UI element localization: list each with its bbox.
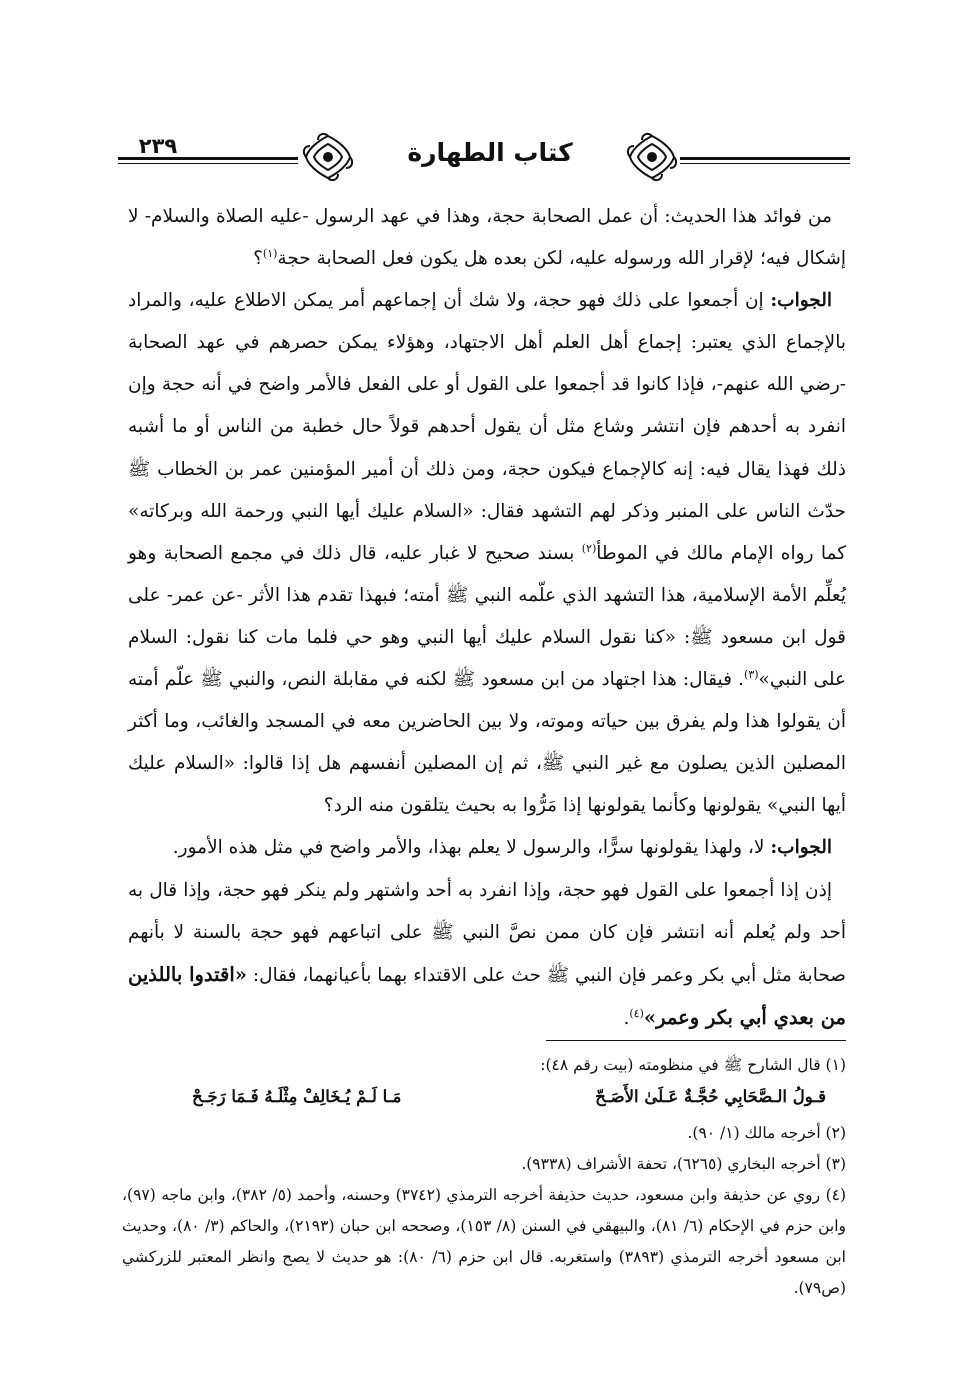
paragraph-3-text: لا، ولهذا يقولونها سرًّا، والرسول لا يعلم بهذا، والأمر واضح في مثل هذه الأمور. bbox=[172, 837, 771, 859]
answer-label: الجواب: bbox=[770, 837, 832, 859]
ornament-right-icon bbox=[626, 132, 678, 182]
footnote-ref-3: (٣) bbox=[744, 667, 759, 681]
main-text bbox=[128, 196, 846, 1040]
paragraph-2-text: إن أجمعوا على ذلك فهو حجة، ولا شك أن إجماعهم أمر يمكن الاطلاع عليه، والمراد بالإجماع الذي يعتبر: إجماع أهل العلم أهل الاجتهاد، وهؤلاء يمكن حصرهم في عهد الصحابة -رضي الله عنهم-، فإذا كانوا قد أجمعوا على القول أو على الفعل فالأمر واضح في أنه حجة وإن انفرد به أحدهم فإن انتشر وشاع مثل أن يقول أحدهم قولاً حال خطبة من الناس أو ما أشبه ذلك فهذا يقال فيه: إنه كالإجماع فيكون حجة، ومن ذلك أن أمير المؤمنين عمر بن الخطاب ﷺ حدّث الناس على المنبر وذكر لهم التشهد فقال: «السلام عليك أيها النبي ورحمة الله وبركاته» كما رواه الإمام مالك في الموطأ bbox=[128, 290, 846, 564]
paragraph-1-text: من فوائد هذا الحديث: أن عمل الصحابة حجة، وهذا في عهد الرسول -عليه الصلاة والسلام- لا إشكال فيه؛ لإقرار الله ورسوله عليه، لكن بعده هل يكون فعل الصحابة حجة bbox=[128, 206, 846, 270]
verse-hemistich-left: مَـا لَـمْ يُـخَالِفْ مِثْلَـهُ فَـمَا رَجَـحْ bbox=[192, 1087, 402, 1106]
footnote-ref-1: (١) bbox=[262, 246, 278, 260]
footnote-ref-2: (٢) bbox=[581, 541, 597, 555]
answer-label: الجواب: bbox=[770, 290, 832, 312]
page-header bbox=[118, 130, 850, 184]
paragraph-2b-text: بسند صحيح لا غبار عليه، قال ذلك في مجمع الصحابة وهو يُعلِّم الأمة الإسلامية، هذا التشهد الذي علّمه النبي ﷺ أمته؛ فبهذا تقدم هذا الأثر -عن عمر- على قول ابن مسعود ﷺ: «كنا نقول السلام عليك أيها النبي وهو حي فلما مات كنا نقول: السلام على النبي» bbox=[128, 542, 846, 691]
paragraph-3 bbox=[128, 827, 846, 869]
page-number: ٢٣٩ bbox=[138, 134, 178, 158]
paragraph-2c-text: . فيقال: هذا اجتهاد من ابن مسعود ﷺ لكنه في مقابلة النص، والنبي ﷺ علّم أمته أن يقولوا هذا ولم يفرق بين حياته وموته، ولا بين الحاضرين معه في المسجد والغائب، وما أكثر المصلين الذين يصلون مع غير النبي ﷺ، ثم إن المصلين أنفسهم هل إذا قالوا: «السلام عليك أيها النبي» يقولونها وكأنما يقولونها إذا مَرُّوا به بحيث يتلقون منه الرد؟ bbox=[128, 669, 846, 817]
paragraph-4-end: . bbox=[623, 1007, 630, 1029]
footnote-ref-4: (٤) bbox=[629, 1006, 644, 1020]
hadith-quote: «اقتدوا باللذين من بعدي أبي بكر وعمر» bbox=[128, 962, 846, 1029]
footnote-4: (٤) روي عن حذيفة وابن مسعود، حديث حذيفة أخرجه الترمذي (٣٧٤٢) وحسنه، وأحمد (٥/ ٣٨٢)، وابن ماجه (٩٧)، وابن حزم في الإحكام (٦/ ٨١)، والبيهقي في السنن (٨/ ١٥٣)، وصححه ابن حبان (٢١٩٣)، والحاكم (٣/ ٨٠)، وحديث ابن مسعود أخرجه الترمذي (٣٨٩٣) واستغربه. قال ابن حزم (٦/ ٨٠): هو حديث لا يصح وانظر المعتبر للزركشي (ص٧٩). bbox=[122, 1186, 847, 1297]
header-rule-right bbox=[680, 157, 850, 160]
footnotes bbox=[122, 1050, 846, 1304]
ornament-left-icon bbox=[302, 132, 354, 182]
footnote-separator bbox=[546, 1040, 846, 1041]
paragraph-4-text: إذن إذا أجمعوا على القول فهو حجة، وإذا انفرد به أحد واشتهر ولم ينكر فهو حجة، وإذا قال به أحد ولم يُعلم أنه انتشر فإن كان ممن نصَّ النبي ﷺ على اتباعهم فهو حجة بالسنة لا بأنهم صحابة مثل أبي بكر وعمر فإن النبي ﷺ حث على الاقتداء بهما بأعيانهما، فقال: bbox=[128, 879, 846, 986]
footnote-2: (٢) أخرجه مالك (١/ ٩٠). bbox=[687, 1124, 846, 1142]
footnote-1-intro: (١) قال الشارح ﷺ في منظومته (بيت رقم ٤٨): bbox=[540, 1056, 846, 1074]
verse-hemistich-right: قـولُ الـصَّحَابِي حُجَّـةٌ عَـلَىٰ الأَصَـحّ bbox=[595, 1087, 826, 1106]
paragraph-4 bbox=[128, 870, 846, 1040]
paragraph-2 bbox=[128, 280, 846, 827]
footnote-1-verse bbox=[122, 1081, 846, 1112]
footnote-3: (٣) أخرجه البخاري (٦٢٦٥)، تحفة الأشراف (٩٣٣٨). bbox=[521, 1155, 846, 1173]
page-title: كتاب الطهارة bbox=[407, 138, 573, 167]
paragraph-1-end: ؟ bbox=[253, 248, 263, 270]
paragraph-1 bbox=[128, 196, 846, 280]
